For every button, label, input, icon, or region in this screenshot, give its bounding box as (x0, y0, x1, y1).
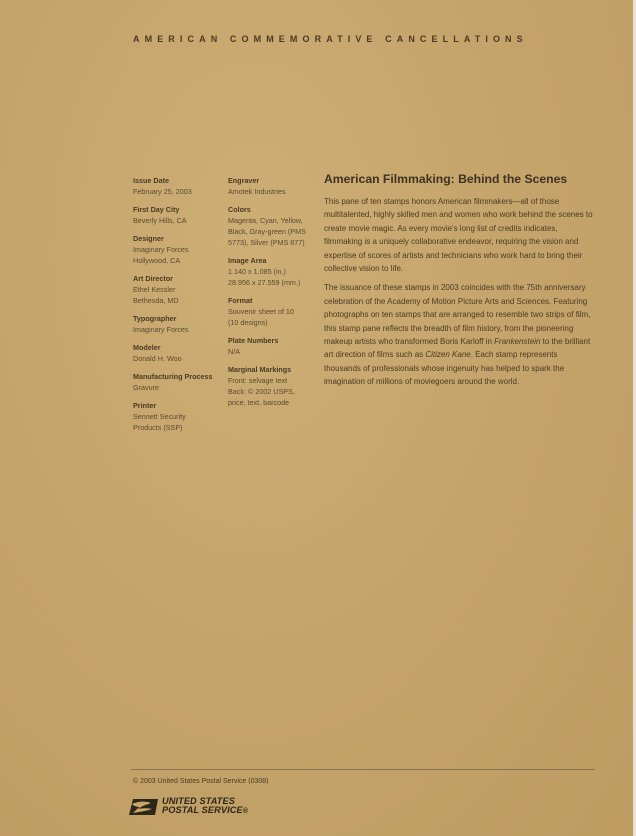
registered-mark: ® (242, 808, 248, 816)
credit-value: February 25, 2003 (133, 187, 192, 196)
credit-block (133, 176, 225, 197)
credit-value: price, text, barcode (228, 398, 290, 407)
usps-wordmark (162, 797, 248, 817)
credit-label: Marginal Markings (228, 365, 292, 374)
credit-value: Amotek Industries (228, 187, 286, 196)
credit-value: 28.956 x 27.559 (mm.) (228, 278, 301, 287)
credit-value: Black, Gray-green (PMS (228, 227, 306, 236)
credit-value: 1.140 x 1.085 (in.) (228, 267, 286, 276)
paragraph-2-text-2: to the brilliant art direction of films such as (324, 337, 591, 360)
credit-block (133, 343, 225, 364)
credit-label: Engraver (228, 176, 260, 185)
credit-value: Donald H. Woo (133, 354, 182, 363)
credit-value: Hollywood, CA (133, 256, 181, 265)
credit-value: Ethel Kessler (133, 285, 176, 294)
credits-left-column (133, 176, 225, 441)
credit-block (133, 401, 225, 433)
credit-block (228, 296, 318, 328)
credit-value: Bethesda, MD (133, 296, 179, 305)
credit-label: Printer (133, 401, 157, 410)
credit-label: Image Area (228, 256, 267, 265)
credits-right-column (228, 176, 318, 416)
credit-block (133, 205, 225, 226)
credit-label: Plate Numbers (228, 336, 279, 345)
credit-value: Souvenir sheet of 10 (228, 307, 294, 316)
usps-wordmark-line-1: UNITED STATES (162, 796, 235, 806)
credit-block (228, 336, 318, 357)
film-title-citizen-kane: Citizen Kane (425, 350, 471, 360)
credit-value: Magenta, Cyan, Yellow, (228, 216, 303, 225)
credit-block (133, 234, 225, 266)
credit-block (133, 274, 225, 306)
paragraph-2-text-1: The issuance of these stamps in 2003 coincides with the 75th anniversary celebration of the Academy of Motion Picture Arts and Sciences. Featuring photographs on ten stamps that are arranged to resemble two strips of film, this stamp pane reflects the breadth of film history, from the pioneering makeup artists who transformed Boris Karloff in (324, 283, 591, 347)
credit-value: Imaginary Forces (133, 325, 189, 334)
usps-logo (129, 797, 248, 817)
credit-block (228, 176, 318, 197)
credit-value: 5773), Silver (PMS 877) (228, 238, 305, 247)
page-header: AMERICAN COMMEMORATIVE CANCELLATIONS (133, 34, 528, 44)
credit-label: Colors (228, 205, 251, 214)
credit-label: Format (228, 296, 253, 305)
credit-value: Imaginary Forces (133, 245, 189, 254)
credit-block (228, 205, 318, 248)
credit-value: N/A (228, 347, 240, 356)
article-title: American Filmmaking: Behind the Scenes (324, 172, 568, 186)
credit-value: Gravure (133, 383, 159, 392)
credit-label: First Day City (133, 205, 180, 214)
copyright-notice: © 2003 United States Postal Service (0308) (133, 778, 269, 785)
credit-value: Back: © 2002 USPS, (228, 387, 295, 396)
credit-value: (10 designs) (228, 318, 268, 327)
usps-wordmark-line-2: POSTAL SERVICE (162, 805, 243, 816)
footer-divider (131, 769, 595, 770)
article-paragraph-2 (324, 281, 596, 388)
credit-value: Beverly Hills, CA (133, 216, 187, 225)
article (324, 172, 596, 395)
credit-label: Issue Date (133, 176, 169, 185)
credit-label: Art Director (133, 274, 173, 283)
credit-value: Sennett Security (133, 412, 186, 421)
credit-block (133, 372, 225, 393)
credit-block (228, 256, 318, 288)
credit-label: Designer (133, 234, 164, 243)
credit-label: Modeler (133, 343, 161, 352)
film-title-frankenstein: Frankenstein (494, 337, 541, 347)
credit-block (133, 314, 225, 335)
credit-value: Products (SSP) (133, 423, 183, 432)
credit-block (228, 365, 318, 408)
paragraph-2-text-3: . Each stamp represents thousands of professionals whose ingenuity has helped to spark the imagination of millions of moviegoers around the world. (324, 350, 565, 387)
credit-label: Manufacturing Process (133, 372, 213, 381)
credit-label: Typographer (133, 314, 177, 323)
article-paragraph-1: This pane of ten stamps honors American filmmakers—all of those multitalented, highly skilled men and women who work behind the scenes to create movie magic. As every movie's long list of credits indicates, filmmaking is a uniquely collaborative endeavor, requiring the vision and expertise of scores of artists and technicians who work hard to bring their collective vision to life. (324, 197, 593, 274)
eagle-icon (129, 798, 159, 816)
credit-value: Front: selvage text (228, 376, 288, 385)
